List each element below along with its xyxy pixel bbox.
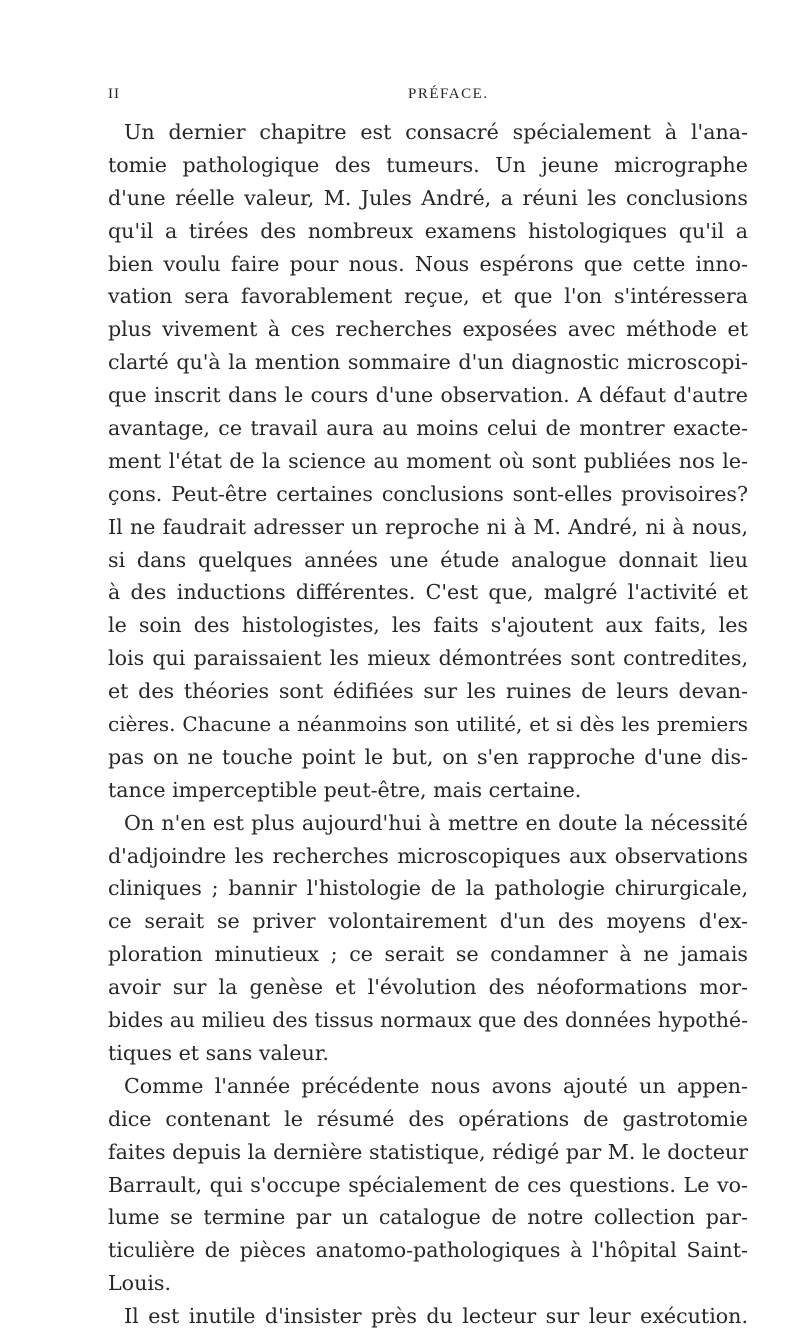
text-line: vation sera favorablement reçue, et que l'on s'intéressera	[108, 284, 748, 309]
text-line: avoir sur la genèse et l'évolution des néoformations mor-	[108, 975, 748, 1000]
text-line: Un dernier chapitre est consacré spécialement à l'ana-	[124, 120, 748, 144]
text-line: cières. Chacune a néanmoins son utilité, et si dès les premiers	[108, 712, 748, 737]
text-line: plus vivement à ces recherches exposées avec méthode et	[108, 317, 748, 342]
text-line: Barrault, qui s'occupe spécialement de ces questions. Le vo-	[108, 1172, 748, 1197]
text-line: clarté qu'à la mention sommaire d'un diagnostic microscopi-	[108, 350, 748, 375]
text-line: Comme l'année précédente nous avons ajouté un appen-	[124, 1073, 748, 1098]
text-line: si dans quelques années une étude analogue donnait lieu	[108, 547, 748, 572]
text-line: çons. Peut-être certaines conclusions sont-elles provisoires?	[108, 481, 748, 506]
preface-text-body	[108, 116, 748, 1333]
running-header	[108, 86, 748, 108]
text-line: lume se termine par un catalogue de notre collection par-	[108, 1205, 748, 1230]
text-line: à des inductions différentes. C'est que, malgré l'activité et	[108, 580, 748, 605]
text-line: bien voulu faire pour nous. Nous espérons que cette inno-	[108, 251, 748, 276]
text-line: Il ne faudrait adresser un reproche ni à M. André, ni à nous,	[108, 514, 748, 539]
text-line: bides au milieu des tissus normaux que des données hypothé-	[108, 1008, 748, 1033]
text-line: et des théories sont édifiées sur les ruines de leurs devan-	[108, 679, 748, 704]
text-line: d'adjoindre les recherches microscopiques aux observations	[108, 843, 748, 868]
text-line: On n'en est plus aujourd'hui à mettre en doute la nécessité	[124, 810, 748, 835]
text-line: d'une réelle valeur, M. Jules André, a réuni les conclusions	[108, 185, 748, 210]
text-line: cliniques ; bannir l'histologie de la pathologie chirurgicale,	[108, 876, 748, 901]
text-line: avantage, ce travail aura au moins celui de montrer exacte-	[108, 416, 748, 441]
text-line: ploration minutieux ; ce serait se condamner à ne jamais	[108, 942, 748, 967]
text-line: tomie pathologique des tumeurs. Un jeune micrographe	[108, 152, 748, 177]
text-line: Louis.	[108, 1271, 172, 1296]
text-line: ticulière de pièces anatomo-pathologiques à l'hôpital Saint-	[108, 1238, 748, 1263]
text-line: dice contenant le résumé des opérations de gastrotomie	[108, 1106, 748, 1131]
text-line: ment l'état de la science au moment où sont publiées nos le-	[108, 448, 748, 473]
running-title: PRÉFACE.	[408, 86, 489, 102]
text-line: Il est inutile d'insister près du lecteur sur leur exécution.	[124, 1304, 748, 1329]
text-line: que inscrit dans le cours d'une observation. A défaut d'autre	[108, 383, 748, 408]
page-number: II	[108, 86, 120, 102]
text-line: faites depuis la dernière statistique, rédigé par M. le docteur	[108, 1139, 748, 1164]
text-line: pas on ne touche point le but, on s'en rapproche d'une dis-	[108, 744, 748, 769]
text-line: qu'il a tirées des nombreux examens histologiques qu'il a	[108, 218, 748, 243]
text-line: le soin des histologistes, les faits s'ajoutent aux faits, les	[108, 613, 748, 638]
text-line: ce serait se priver volontairement d'un des moyens d'ex-	[108, 909, 748, 934]
text-line: lois qui paraissaient les mieux démontrées sont contredites,	[108, 646, 748, 671]
text-line: tiques et sans valeur.	[108, 1040, 329, 1065]
text-line: tance imperceptible peut-être, mais certaine.	[108, 777, 582, 802]
